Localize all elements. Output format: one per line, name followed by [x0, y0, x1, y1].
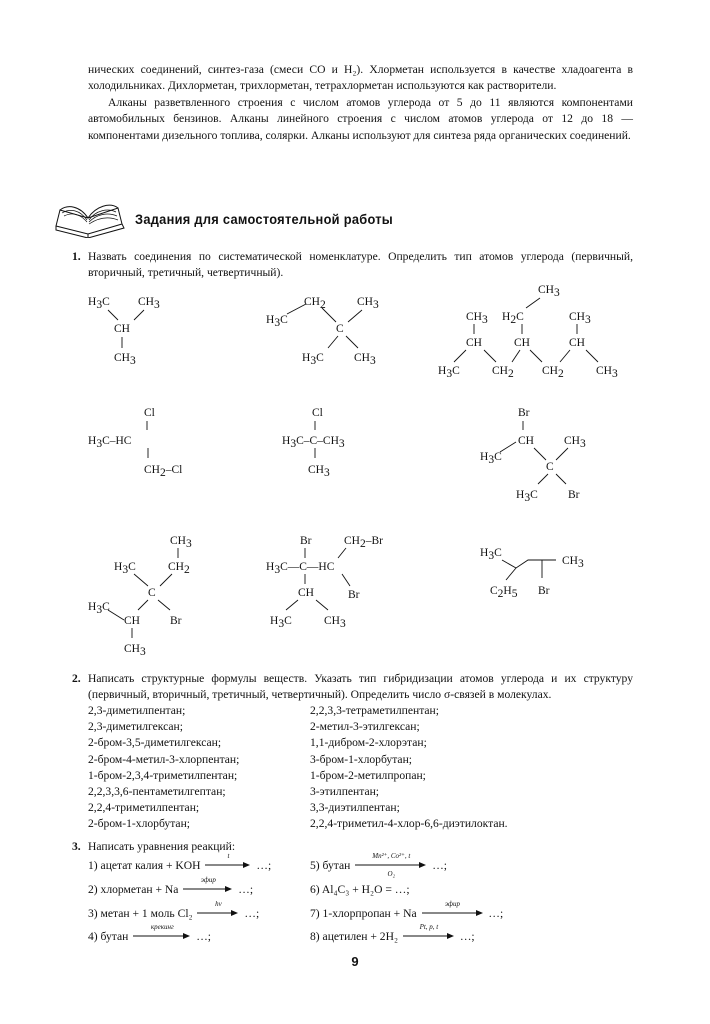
reaction-reactants: 4) бутан — [88, 930, 129, 943]
intro-paragraph-2: Алканы разветвленного строения с числом атомов углерода от 5 до 11 являются компонентами автомобильных бензинов. Алканы линейного строения с числом атомов углерода от 12 до 18 — компонентами дизельного топлива, солярки. Алканы используют для синтеза ряда органических соединений. — [88, 95, 633, 142]
reaction-condition: эфир — [200, 876, 216, 884]
svg-text:H3C: H3C — [88, 601, 110, 616]
svg-text:CH2: CH2 — [542, 365, 564, 380]
svg-text:H2C: H2C — [502, 311, 524, 326]
svg-text:H3C: H3C — [516, 489, 538, 502]
svg-text:H3C: H3C — [266, 314, 288, 329]
compound-name: 3-бром-1-хлорбутан; — [310, 752, 412, 766]
svg-text:CH3: CH3 — [114, 352, 136, 367]
structure-5 — [278, 402, 388, 482]
structure-4 — [84, 402, 204, 482]
svg-text:Br: Br — [518, 407, 530, 419]
svg-text:Cl: Cl — [144, 407, 155, 419]
reaction-2 — [88, 876, 254, 898]
svg-text:Br: Br — [348, 589, 360, 601]
reaction-arrow — [133, 923, 191, 940]
svg-text:CH3: CH3 — [562, 555, 584, 570]
reaction-reactants: 3) метан + 1 моль Cl₂ — [88, 907, 193, 920]
structure-1 — [84, 290, 174, 370]
task-number: 2. — [72, 672, 81, 685]
reaction-products: …; — [488, 907, 504, 920]
svg-text:CH3: CH3 — [357, 296, 379, 311]
compound-name: 2,2,4-триметилпентан; — [88, 801, 200, 815]
svg-text:CH: CH — [518, 435, 534, 447]
svg-text:CH: CH — [569, 337, 585, 349]
svg-text:CH3: CH3 — [308, 464, 330, 479]
svg-text:CH2–Cl: CH2–Cl — [144, 464, 183, 479]
reaction-arrow — [183, 876, 233, 893]
compound-name: 2-бром-1-хлорбутан; — [88, 817, 190, 831]
reaction-7 — [310, 900, 504, 922]
section-header — [52, 198, 452, 238]
reaction-products: …; — [256, 859, 272, 872]
compound-name: 1-бром-2,3,4-триметилпентан; — [88, 768, 238, 782]
reaction-condition: Pt, p, t — [419, 923, 439, 931]
reaction-condition: hν — [215, 900, 222, 908]
reaction-reactants: 8) ацетилен + 2H₂ — [310, 930, 399, 943]
reaction-condition-below: O₂ — [387, 870, 396, 878]
svg-text:Cl: Cl — [312, 407, 323, 419]
reaction-condition: Mn²⁺, Co²⁺, t — [372, 852, 411, 860]
compound-name: 2-бром-4-метил-3-хлорпентан; — [88, 752, 240, 766]
reaction-products: …; — [459, 930, 475, 943]
compound-name: 2,2,3,3,6-пентаметилгептан; — [88, 785, 226, 799]
svg-text:CH2: CH2 — [168, 561, 190, 576]
reaction-condition: эфир — [445, 900, 460, 908]
reaction-arrow — [355, 852, 427, 878]
svg-text:CH3: CH3 — [354, 352, 376, 367]
svg-text:CH3: CH3 — [596, 365, 618, 380]
task-1-text: Назвать соединения по систематической номенклатуре. Определить тип атомов углерода (первичный, вторичный, третичный, четвертичный). — [88, 250, 633, 280]
task-2-text: Написать структурные формулы веществ. Указать тип гибридизации атомов углерода и их структуру (первичный, вторичный, третичный, четвертичный). Определить число σ-связей в молекулах. — [88, 672, 633, 702]
task-3-text: Написать уравнения реакций: — [88, 840, 236, 853]
svg-text:CH: CH — [298, 587, 314, 599]
compound-name: 1-бром-2-метилпропан; — [310, 768, 426, 782]
intro-text — [88, 62, 633, 144]
reaction-reactants: 7) 1-хлорпропан + Na — [310, 907, 417, 920]
reaction-arrow — [403, 923, 455, 940]
reaction-arrow — [197, 900, 239, 917]
svg-text:H3C: H3C — [114, 561, 136, 576]
svg-text:H3C: H3C — [480, 451, 502, 466]
svg-text:C: C — [148, 587, 156, 599]
reaction-reactants: 5) бутан — [310, 859, 351, 872]
task-number: 1. — [72, 250, 81, 263]
svg-text:C: C — [546, 461, 554, 473]
svg-text:CH: CH — [466, 337, 482, 349]
compounds-left-column — [88, 703, 239, 833]
reaction-products: …; — [432, 859, 448, 872]
svg-text:CH2: CH2 — [304, 296, 326, 311]
intro-paragraph-1: нических соединений, синтез-газа (смеси CO и H₂). Хлорметан используется в качестве хладоагента в холодильниках. Дихлорметан, трихлорметан, тетрахлорметан используются как растворители. — [88, 63, 633, 93]
svg-text:CH3: CH3 — [138, 296, 160, 311]
reaction-products: …; — [196, 930, 212, 943]
reaction-arrow — [205, 852, 251, 869]
svg-text:CH3: CH3 — [538, 284, 560, 299]
compound-name: 1,1-дибром-2-хлорэтан; — [310, 736, 427, 750]
task-1 — [72, 249, 633, 282]
svg-text:CH3: CH3 — [170, 535, 192, 550]
compound-name: 3,3-диэтилпентан; — [310, 801, 400, 815]
compound-name: 2,3-диметилгексан; — [88, 720, 183, 734]
compound-name: 2,3-диметилпентан; — [88, 704, 186, 717]
svg-text:CH2–Br: CH2–Br — [344, 535, 383, 550]
reaction-4 — [88, 923, 212, 945]
page-number: 9 — [351, 954, 359, 969]
svg-text:Br: Br — [300, 535, 312, 547]
svg-text:H3C: H3C — [270, 615, 292, 630]
reaction-reactants: 2) хлорметан + Na — [88, 883, 179, 896]
reaction-products: …; — [238, 883, 254, 896]
reaction-products: …; — [244, 907, 260, 920]
svg-text:CH3: CH3 — [564, 435, 586, 450]
svg-text:CH3: CH3 — [324, 615, 346, 630]
reaction-6 — [310, 882, 410, 898]
svg-text:H3C: H3C — [480, 547, 502, 562]
reaction-reactants: 1) ацетат калия + KOH — [88, 859, 201, 872]
svg-text:H3C: H3C — [88, 296, 110, 311]
reaction-3 — [88, 900, 260, 922]
compound-name: 2-бром-3,5-диметилгексан; — [88, 736, 222, 750]
structure-9 — [476, 540, 606, 610]
svg-text:CH: CH — [124, 615, 140, 627]
task-2 — [72, 671, 633, 704]
svg-text:H3C–C–CH3: H3C–C–CH3 — [282, 435, 345, 450]
svg-text:CH: CH — [114, 323, 130, 335]
compound-name: 2-метил-3-этилгексан; — [310, 720, 420, 734]
structure-8 — [262, 528, 412, 638]
section-title: Задания для самостоятельной работы — [135, 212, 394, 227]
svg-text:H3C: H3C — [438, 365, 460, 380]
structure-3 — [436, 278, 636, 383]
compound-name: 2,2,4-триметил-4-хлор-6,6-диэтилоктан. — [310, 817, 508, 831]
reaction-5 — [310, 852, 448, 878]
open-book-icon — [52, 198, 128, 238]
compounds-right-column — [310, 703, 508, 833]
svg-text:H3C–HC: H3C–HC — [88, 435, 132, 450]
structure-2 — [262, 290, 392, 370]
svg-text:Br: Br — [170, 615, 182, 627]
svg-text:CH3: CH3 — [466, 311, 488, 326]
svg-text:CH: CH — [514, 337, 530, 349]
svg-text:C2H5: C2H5 — [490, 585, 518, 600]
svg-text:H3C—C—HC: H3C—C—HC — [266, 561, 335, 576]
svg-text:C: C — [336, 323, 344, 335]
svg-text:Br: Br — [538, 585, 550, 597]
reaction-equation: 6) Al₄C₃ + H₂O = …; — [310, 883, 410, 896]
svg-text:Br: Br — [568, 489, 580, 501]
svg-text:H3C: H3C — [302, 352, 324, 367]
compound-name: 3-этилпентан; — [310, 785, 380, 799]
structure-6 — [476, 402, 616, 502]
reaction-1 — [88, 852, 272, 874]
svg-text:CH3: CH3 — [124, 643, 146, 658]
svg-text:CH2: CH2 — [492, 365, 514, 380]
task-number: 3. — [72, 840, 81, 853]
reaction-condition: t — [227, 852, 230, 860]
reaction-condition: крекинг — [150, 923, 174, 931]
compound-name: 2,2,3,3-тетраметилпентан; — [310, 704, 439, 717]
reaction-8 — [310, 923, 475, 945]
svg-text:CH3: CH3 — [569, 311, 591, 326]
structure-7 — [84, 528, 204, 668]
reaction-arrow — [422, 900, 484, 917]
